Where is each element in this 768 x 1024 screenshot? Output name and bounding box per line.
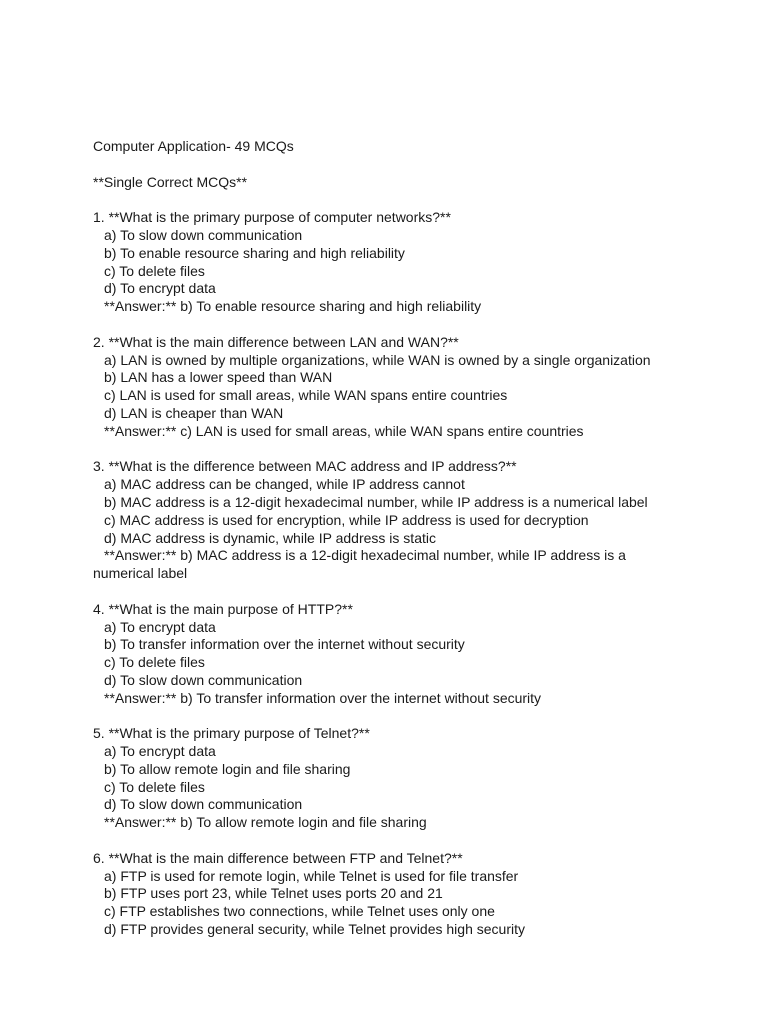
- question-text: 4. **What is the main purpose of HTTP?**: [93, 600, 353, 617]
- option-a: a) MAC address can be changed, while IP address cannot: [104, 476, 465, 493]
- option-b: b) To allow remote login and file sharing: [104, 760, 351, 777]
- spacer: [93, 156, 693, 174]
- question-block-6: [93, 850, 693, 939]
- option-d: d) FTP provides general security, while Telnet provides high security: [104, 921, 525, 938]
- option-d: d) LAN is cheaper than WAN: [104, 404, 284, 421]
- option-b: b) FTP uses port 23, while Telnet uses ports 20 and 21: [104, 885, 443, 902]
- question-text: 2. **What is the main difference between LAN and WAN?**: [93, 333, 459, 350]
- option-a: a) To slow down communication: [104, 226, 303, 243]
- spacer: [93, 708, 693, 726]
- option-b: b) LAN has a lower speed than WAN: [104, 369, 333, 386]
- question-block-4: [93, 601, 693, 708]
- option-b: b) To transfer information over the internet without security: [104, 636, 465, 653]
- question-text: 6. **What is the main difference between FTP and Telnet?**: [93, 849, 463, 866]
- answer-text: **Answer:** b) To transfer information over the internet without security: [104, 689, 542, 706]
- option-d: d) To slow down communication: [104, 671, 303, 688]
- spacer: [93, 583, 693, 601]
- spacer: [93, 441, 693, 459]
- answer-text: **Answer:** b) To allow remote login and file sharing: [104, 814, 427, 831]
- document-title: Computer Application- 49 MCQs: [93, 138, 294, 154]
- option-a: a) To encrypt data: [104, 743, 216, 760]
- answer-text: **Answer:** c) LAN is used for small areas, while WAN spans entire countries: [104, 422, 584, 439]
- option-a: a) To encrypt data: [104, 618, 216, 635]
- spacer: [93, 832, 693, 850]
- option-d: d) To encrypt data: [104, 280, 216, 297]
- option-a: a) LAN is owned by multiple organizations, while WAN is owned by a single organization: [104, 351, 651, 368]
- question-text: 5. **What is the primary purpose of Telnet?**: [93, 725, 370, 742]
- option-c: c) LAN is used for small areas, while WAN spans entire countries: [104, 387, 508, 404]
- section-heading: **Single Correct MCQs**: [93, 173, 248, 190]
- spacer: [93, 191, 693, 209]
- question-block-5: [93, 725, 693, 832]
- option-c: c) FTP establishes two connections, while Telnet uses only one: [104, 903, 495, 920]
- answer-text: **Answer:** b) To enable resource sharing and high reliability: [104, 298, 482, 315]
- question-text: 3. **What is the difference between MAC address and IP address?**: [93, 458, 517, 475]
- option-c: c) To delete files: [104, 654, 205, 671]
- option-a: a) FTP is used for remote login, while Telnet is used for file transfer: [104, 867, 519, 884]
- option-c: c) To delete files: [104, 262, 205, 279]
- spacer: [93, 316, 693, 334]
- answer-text: **Answer:** b) MAC address is a 12-digit hexadecimal number, while IP address is a: [104, 547, 626, 564]
- question-block-2: [93, 334, 693, 441]
- question-block-3: [93, 458, 693, 583]
- option-c: c) MAC address is used for encryption, while IP address is used for decryption: [104, 511, 589, 528]
- answer-text-continued: numerical label: [93, 565, 188, 582]
- option-c: c) To delete files: [104, 778, 205, 795]
- option-b: b) To enable resource sharing and high reliability: [104, 244, 405, 261]
- option-d: d) To slow down communication: [104, 796, 303, 813]
- option-b: b) MAC address is a 12-digit hexadecimal number, while IP address is a numerical label: [104, 493, 648, 510]
- question-text: 1. **What is the primary purpose of computer networks?**: [93, 209, 451, 226]
- question-block-1: [93, 209, 693, 316]
- document-page: [93, 138, 693, 939]
- option-d: d) MAC address is dynamic, while IP address is static: [104, 529, 436, 546]
